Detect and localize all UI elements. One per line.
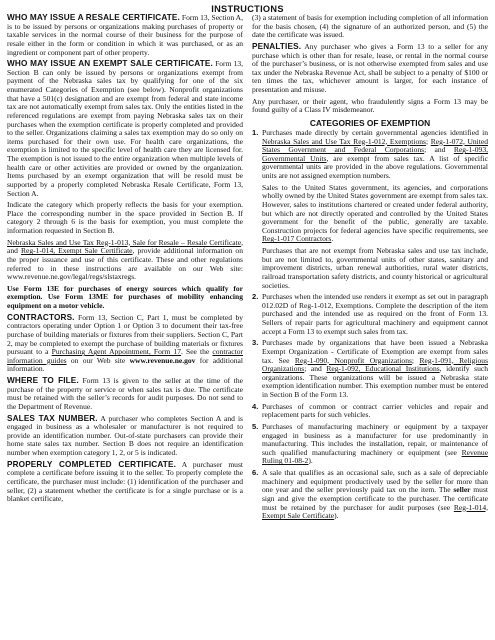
left-column xyxy=(7,14,243,524)
category-1-text xyxy=(262,129,488,181)
columns xyxy=(7,14,488,524)
form-13e-note xyxy=(7,285,243,311)
reg-1-092-link[interactable]: Reg-1-092, Educational Institutions xyxy=(326,364,440,374)
reg-1-012-link[interactable]: Nebraska Sales and Use Tax Reg-1-012, Exemptions xyxy=(262,136,426,146)
exempt-heading: WHO MAY ISSUE AN EXEMPT SALE CERTIFICATE. xyxy=(7,59,213,69)
properly-section xyxy=(7,461,243,504)
category-number: 6. xyxy=(252,468,259,477)
indicate-paragraph: Indicate the category which properly reflects the basis for your exemption. Place the corresponding number in the space provided in Section B. If category 2 through 6 is the basis for exemption, you must complete the information requested in Section B. xyxy=(7,200,243,235)
form-17-link[interactable]: Purchasing Agent Appointment, Form 17 xyxy=(51,347,181,357)
resale-heading: WHO MAY ISSUE A RESALE CERTIFICATE. xyxy=(7,13,180,22)
category-item-2 xyxy=(252,293,488,336)
exempt-section xyxy=(7,60,243,198)
c6-seller: seller xyxy=(453,485,471,495)
contractor-guides-link[interactable]: contractor information guides xyxy=(7,347,244,365)
category-item-5 xyxy=(252,423,488,466)
c6-text-a: A sale that qualifies as an occasional sale, such as a sale of depreciable machinery and equipment productively used by the seller for more than one year and the seller previously paid tax on the item. The xyxy=(262,468,488,495)
c1-federal-end: . xyxy=(331,234,334,244)
category-1-not-exempt: Purchases that are not exempt from Nebraska sales and use tax include, but are not limited to, governmental units of other states, sanitary and improvement districts, urban renewal authorities, rural water districts, railroad transportation safety districts, and county historical or agricultural societies. xyxy=(262,246,488,290)
category-number: 5. xyxy=(252,421,259,431)
reg-1-014-link-2[interactable]: Reg-1-014, Exempt Sale Certificate xyxy=(262,502,488,521)
category-item-4 xyxy=(252,403,488,420)
right-column xyxy=(252,14,488,524)
reg-1-017-link[interactable]: Reg-1-017 Contractors xyxy=(262,234,332,244)
website-text: www.revenue.ne.gov xyxy=(129,355,196,365)
contractors-heading: CONTRACTORS. xyxy=(7,312,75,322)
reg-1-090-link[interactable]: Reg-1-090, Nonprofit Organizations xyxy=(294,355,412,365)
page-title: INSTRUCTIONS xyxy=(211,4,284,14)
category-item-6 xyxy=(252,469,488,521)
category-number: 3. xyxy=(252,338,259,348)
c3-text-d: , identify such organizations. These organizations will be issued a Nebraska state exemption identification number. This exemption number must be entered in Section B of the Form 13. xyxy=(262,364,488,399)
fraud-paragraph: Any purchaser, or their agent, who fraudulently signs a Form 13 may be found guilty of a Class IV misdemeanor. xyxy=(252,96,488,115)
c3-sep: ; xyxy=(411,355,420,365)
contractors-text-c: on our Web site xyxy=(66,355,130,365)
resale-section xyxy=(7,14,243,57)
category-5-text xyxy=(262,423,488,466)
categories-title: CATEGORIES OF EXEMPTION xyxy=(309,117,431,128)
c5-text-b: ). xyxy=(308,456,313,466)
reg-1-013-link[interactable]: Nebraska Sales and Use Tax Reg-1-013, Sale for Resale – Resale Certificate xyxy=(7,237,242,247)
reg-1-072-link[interactable]: Reg-1-072, United States Government and Federal Corporations xyxy=(262,136,488,155)
regulations-paragraph xyxy=(7,239,243,282)
reg-1-091-link[interactable]: Reg-1-091, Religious Organizations xyxy=(262,355,489,374)
category-item-3 xyxy=(252,339,488,399)
penalties-section xyxy=(252,43,488,95)
c1-text-d: , are exempt from sales tax. A list of specific governmental units are provided in the above regulations. Governmental units are not assigned exemption numbers. xyxy=(262,153,488,180)
properly-text: A purchaser must complete a certificate before issuing it to the seller. To properly complete the certificate, the purchaser must include: (1) identification of the purchaser and seller, (2) a statement whether the certificate is for a single purchase or is a blanket certificate, xyxy=(7,459,243,504)
resale-text: Form 13, Section A, is to be issued by persons or organizations making purchases of property or taxable services in the normal course of their business for the purpose of resale either in the form or condition in which it was purchased, or as an ingredient or component part of other property. xyxy=(7,13,243,57)
sales-tax-heading: SALES TAX NUMBER. xyxy=(7,413,98,423)
sales-tax-text: A purchaser who completes Section A and is engaged in business as a wholesaler or manufacturer is not required to provide an identification number. Out-of-state purchasers can provide their home state sales tax number. Section B does not require an identification number when exemption category 1, 2, or 5 is indicated. xyxy=(7,413,243,457)
category-6-text xyxy=(262,469,488,521)
contractors-text-b: . See the xyxy=(180,347,213,357)
certificate-continued: (3) a statement of basis for exemption including completion of all information for the basis chosen, (4) the signature of an authorized person, and (5) the date the certificate was issued. xyxy=(252,13,488,40)
where-heading: WHERE TO FILE. xyxy=(7,376,79,385)
contractors-text: Form 13, Section C, Part 1, must be completed by contractors operating under Option 1 or Option 3 to document their tax-free purchase of building materials or fixtures from their suppliers. Section C, Part 2, may be completed to exempt the purchase of building materials or fixtures pursuant to a xyxy=(7,312,243,357)
c3-and: ; and xyxy=(304,364,327,374)
where-text: Form 13 is given to the seller at the time of the purchase of the property or service or when sales tax is due. The certificate must be retained with the seller’s records for audit purposes. Do not send to the Department of Revenue. xyxy=(7,376,243,411)
c3-text-a: Purchases made by organizations that have been issued a Nebraska Exempt Organization - Certificate of Exemption are exempt from sales tax. See xyxy=(262,338,488,365)
reg-1-014-link[interactable]: Reg-1-014, Exempt Sale Certificate xyxy=(20,246,133,256)
revenue-ruling-link[interactable]: Revenue Ruling 01-08-2 xyxy=(262,447,488,466)
contractors-section xyxy=(7,314,243,374)
where-section xyxy=(7,377,243,412)
categories-list xyxy=(252,129,488,521)
c6-text-c: ). xyxy=(334,511,339,521)
penalties-heading: PENALTIES. xyxy=(252,41,302,51)
penalties-text: Any purchaser who gives a Form 13 to a seller for any purchase which is other than for resale, lease, or rental in the normal course of the purchaser’s business, or is not otherwise exempted from sales and use tax under the Nebraska Revenue Act, shall be subject to a penalty of $100 or ten times the tax, whichever amount is larger, for each instance of presentation and misuse. xyxy=(252,41,488,94)
reg-1-093-link[interactable]: Reg-1-093, Governmental Units xyxy=(262,145,488,163)
c1-sep: ; xyxy=(425,136,431,146)
regs-rest: , provide additional information on the proper issuance and use of this certificate. These and other regulations referred to in these instructions are available on our Web site: www.revenue.ne.gov/legal/regs/slstaxregs. xyxy=(7,246,243,282)
c1-federal-text: Sales to the United States government, its agencies, and corporations wholly owned by the United States government are exempt from sales tax. However, sales to institutions chartered or created under federal authority, but which are not directly operated and controlled by the United States government for the benefit of the public, generally are taxable. Construction projects for federal agencies have specific requirements, see xyxy=(262,182,488,235)
category-2-text: Purchases when the intended use renders it exempt as set out in paragraph 012.02D of Reg-1-012, Exemptions. Complete the description of the item purchased and the intended use as required on the front of Form 13. Sellers of repair parts for agricultural machinery and equipment cannot accept a Form 13 to exempt such sales from tax. xyxy=(262,292,488,336)
category-item-1 xyxy=(252,129,488,290)
c5-text-a: Purchases of manufacturing machinery or equipment by a taxpayer engaged in business as a manufacturer for use predominantly in manufacturing. This includes the installation, repair, or maintenance of such qualified manufacturing machinery or equipment (see xyxy=(262,421,488,457)
category-number: 1. xyxy=(252,127,259,137)
category-number: 4. xyxy=(252,401,259,411)
category-3-text xyxy=(262,339,488,399)
properly-heading: PROPERLY COMPLETED CERTIFICATE. xyxy=(7,459,176,469)
form-13e-text: Use Form 13E for purchases of energy sources which qualify for exemption. Use Form 13ME for purchases of mobility enhancing equipment on a motor vehicle. xyxy=(7,283,243,310)
c6-text-b: must sign and give the exemption certificate to the purchaser. The certificate must be retained by the purchaser for audit purposes (see xyxy=(262,485,488,512)
category-1-federal xyxy=(262,184,488,244)
c1-text-a: Purchases made directly by certain governmental agencies identified in xyxy=(262,127,488,137)
sales-tax-section xyxy=(7,415,243,458)
exempt-text: Form 13, Section B can only be issued by persons or organizations exempt from payment of the Nebraska sales tax by qualifying for one of the six enumerated Categories of Exemption (see below). Nonprofit organizations that have a 501(c) designation and are exempt from federal and state income tax are not automatically exempt from sales tax. Only the entities listed in the referenced regulations are exempt from paying Nebraska sales tax on their purchases when the exemption certificate is properly completed and provided to the seller. Organizations claiming a sales tax exemption may do so only on items purchased for their own use. For health care organizations, the exemption is limited to the specific level of health care they are licensed for. The exemption is not issued to the entire organization when multiple levels of health care or other activities are provided or owned by the organization. Items purchased by an exempt organization that will be resold must be supported by a properly completed Nebraska Resale Certificate, Form 13, Section A. xyxy=(7,59,243,198)
contractors-text-d: for additional information. xyxy=(7,355,243,374)
c1-and: ; and xyxy=(424,145,454,155)
category-number: 2. xyxy=(252,292,259,302)
category-4-text: Purchases of common or contract carrier vehicles and repair and replacement parts for such vehicles. xyxy=(262,401,488,420)
regs-and: , and xyxy=(7,237,243,256)
